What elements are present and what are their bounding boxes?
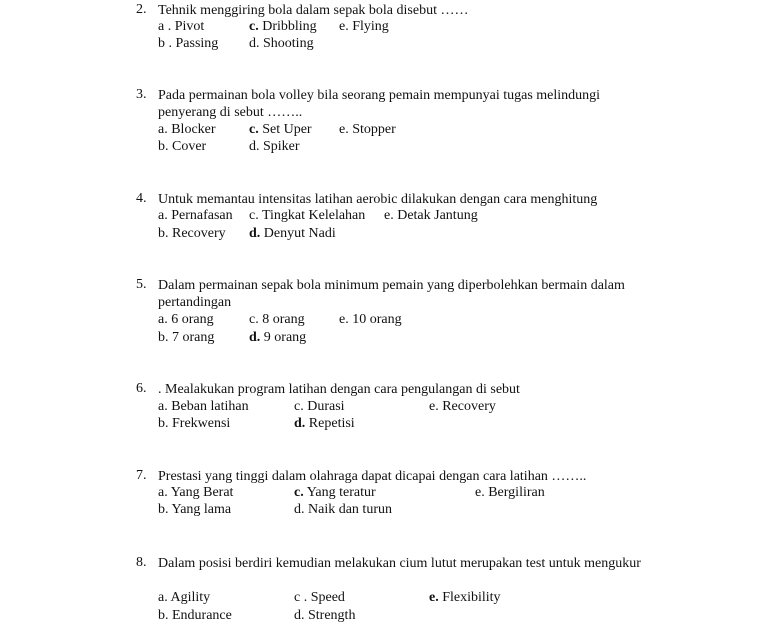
question-text: Dalam posisi berdiri kemudian melakukan cium lutut merupakan test untuk mengukur (158, 556, 641, 571)
question-text: Tehnik menggiring bola dalam sepak bola disebut …… (158, 3, 469, 18)
question-number: 6. (136, 381, 147, 396)
option-a: a. Yang Berat (158, 485, 234, 500)
option-a: a. Beban latihan (158, 399, 249, 414)
question-text: Pada permainan bola volley bila seorang pemain mempunyai tugas melindungi penyerang di sebut …….. (158, 88, 601, 120)
option-c: c . Speed (294, 590, 345, 605)
option-b: b. Recovery (158, 226, 226, 241)
option-c: c. Yang teratur (294, 485, 376, 500)
option-d: d. 9 orang (249, 330, 307, 345)
option-a: a. 6 orang (158, 312, 214, 327)
option-a: a. Agility (158, 590, 211, 605)
option-b: b. Frekwensi (158, 416, 231, 431)
question-text: Dalam permainan sepak bola minimum pemain yang diperbolehkan bermain dalam pertandingan (158, 278, 625, 310)
option-b: b. Yang lama (158, 502, 232, 517)
option-c: c. Tingkat Kelelahan (249, 208, 366, 223)
option-c: c. Durasi (294, 399, 345, 414)
option-d: d. Denyut Nadi (249, 226, 336, 241)
option-b: b. Endurance (158, 608, 232, 623)
option-e: e. Stopper (339, 122, 396, 137)
option-e: e. Bergiliran (475, 485, 545, 500)
option-e: e. Detak Jantung (384, 208, 478, 223)
option-e: e. Flying (339, 19, 389, 34)
option-b: b. 7 orang (158, 330, 215, 345)
question-number: 5. (136, 277, 147, 292)
option-d: d. Shooting (249, 36, 314, 51)
option-d: d. Spiker (249, 139, 300, 154)
option-b: b. Cover (158, 139, 207, 154)
question-text: Prestasi yang tinggi dalam olahraga dapat dicapai dengan cara latihan …….. (158, 469, 587, 484)
question-number: 2. (136, 2, 147, 17)
option-a: a. Pernafasan (158, 208, 233, 223)
question-number: 4. (136, 191, 147, 206)
option-c: c. Set Uper (249, 122, 312, 137)
option-e: e. 10 orang (339, 312, 402, 327)
option-d: d. Strength (294, 608, 356, 623)
question-text: . Mealakukan program latihan dengan cara pengulangan di sebut (158, 382, 520, 397)
option-e: e. Flexibility (429, 590, 501, 605)
option-c: c. 8 orang (249, 312, 305, 327)
option-a: a. Blocker (158, 122, 216, 137)
question-number: 8. (136, 555, 147, 570)
option-a: a . Pivot (158, 19, 205, 34)
question-text: Untuk memantau intensitas latihan aerobic dilakukan dengan cara menghitung (158, 192, 598, 207)
option-e: e. Recovery (429, 399, 496, 414)
option-b: b . Passing (158, 36, 219, 51)
question-number: 7. (136, 468, 147, 483)
option-c: c. Dribbling (249, 19, 317, 34)
question-number: 3. (136, 87, 147, 102)
option-d: d. Naik dan turun (294, 502, 392, 517)
option-d: d. Repetisi (294, 416, 355, 431)
